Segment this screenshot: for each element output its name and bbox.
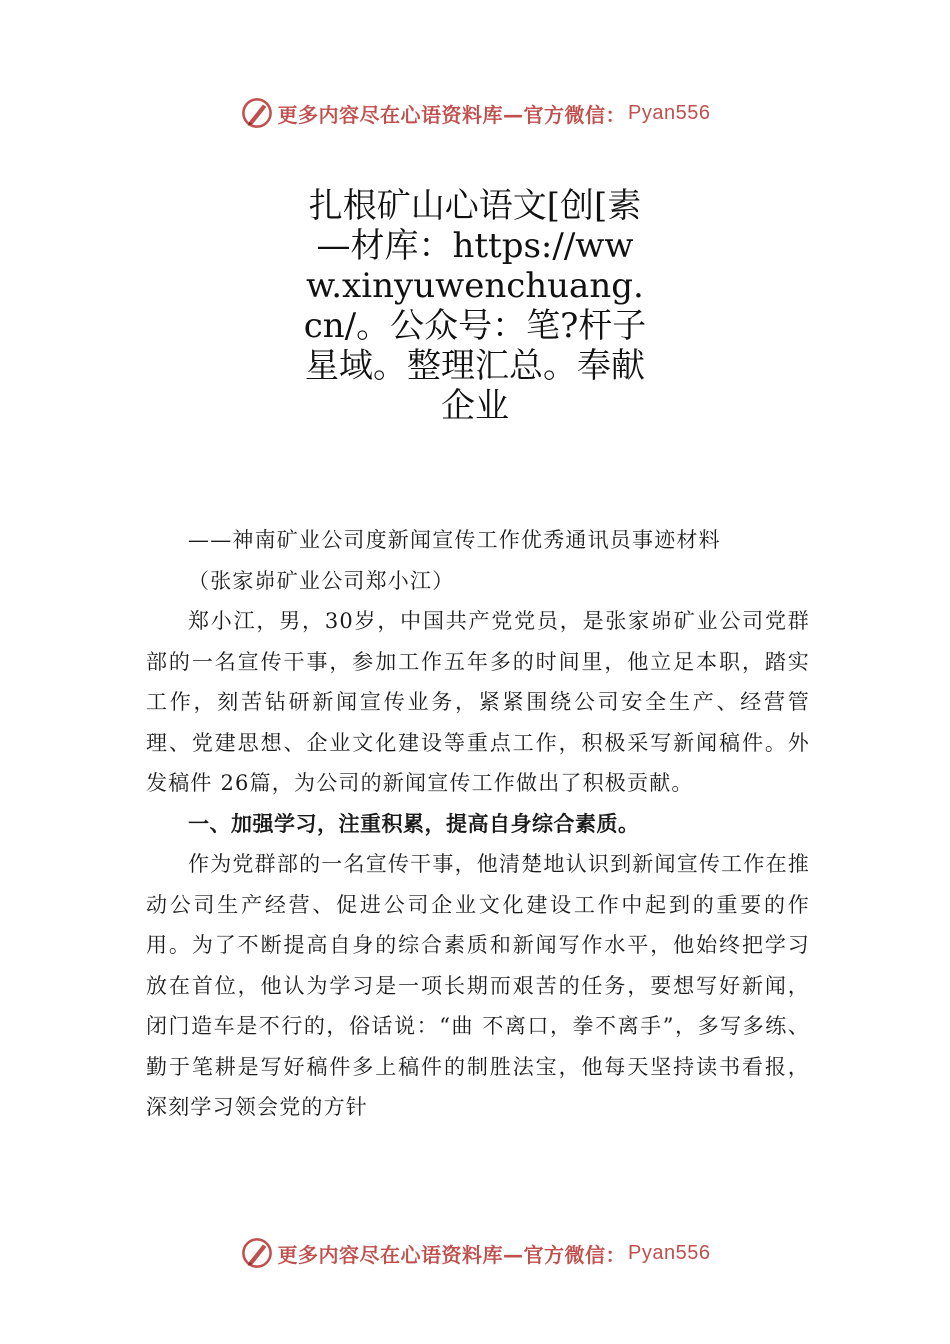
paragraph: ——神南矿业公司度新闻宣传工作优秀通讯员事迹材料 [188, 528, 721, 552]
document-body [146, 520, 810, 1128]
pen-logo-icon [240, 96, 274, 130]
pen-logo-icon [240, 1236, 274, 1270]
paragraph: 郑小江，男，30岁，中国共产党党员，是张家峁矿业公司党群部的一名宣传干事，参加工作五年多的时间里，他立足本职，踏实工作，刻苦钻研新闻宣传业务，紧紧围绕公司安全生产、经营管理、党建思想、企业文化建设等重点工作，积极采写新闻稿件。外发稿件 26篇，为公司的新闻宣传工作做出了积极贡献。 [146, 609, 810, 795]
paragraph: 作为党群部的一名宣传干事，他清楚地认识到新闻宣传工作在推动公司生产经营、促进公司企业文化建设工作中起到的重要的作用。为了不断提高自身的综合素质和新闻写作水平，他始终把学习放在首位，他认为学习是一项长期而艰苦的任务，要想写好新闻，闭门造车是不行的，俗话说：“曲 不离口，拳不离手”，多写多练、勤于笔耕是写好稿件多上稿件的制胜法宝，他每天坚持读书看报，深刻学习领会党的方针 [146, 852, 810, 1119]
footer-banner [0, 1236, 950, 1270]
section-heading: 一、加强学习，注重积累，提高自身综合素质。 [188, 811, 640, 836]
banner-text: 更多内容尽在心语资料库—官方微信： [277, 102, 627, 127]
paragraph: （张家峁矿业公司郑小江） [188, 568, 455, 593]
banner-text: 更多内容尽在心语资料库—官方微信： [277, 1242, 627, 1267]
document-title: 扎根矿山心语文[创[素—材库：https://www.xinyuwenchuang.cn/。公众号：笔?杆子星域。整理汇总。奉献企业 [303, 186, 647, 426]
banner-wechat-id: Pyan556 [628, 1241, 711, 1264]
header-banner [0, 96, 950, 130]
banner-wechat-id: Pyan556 [628, 101, 711, 124]
